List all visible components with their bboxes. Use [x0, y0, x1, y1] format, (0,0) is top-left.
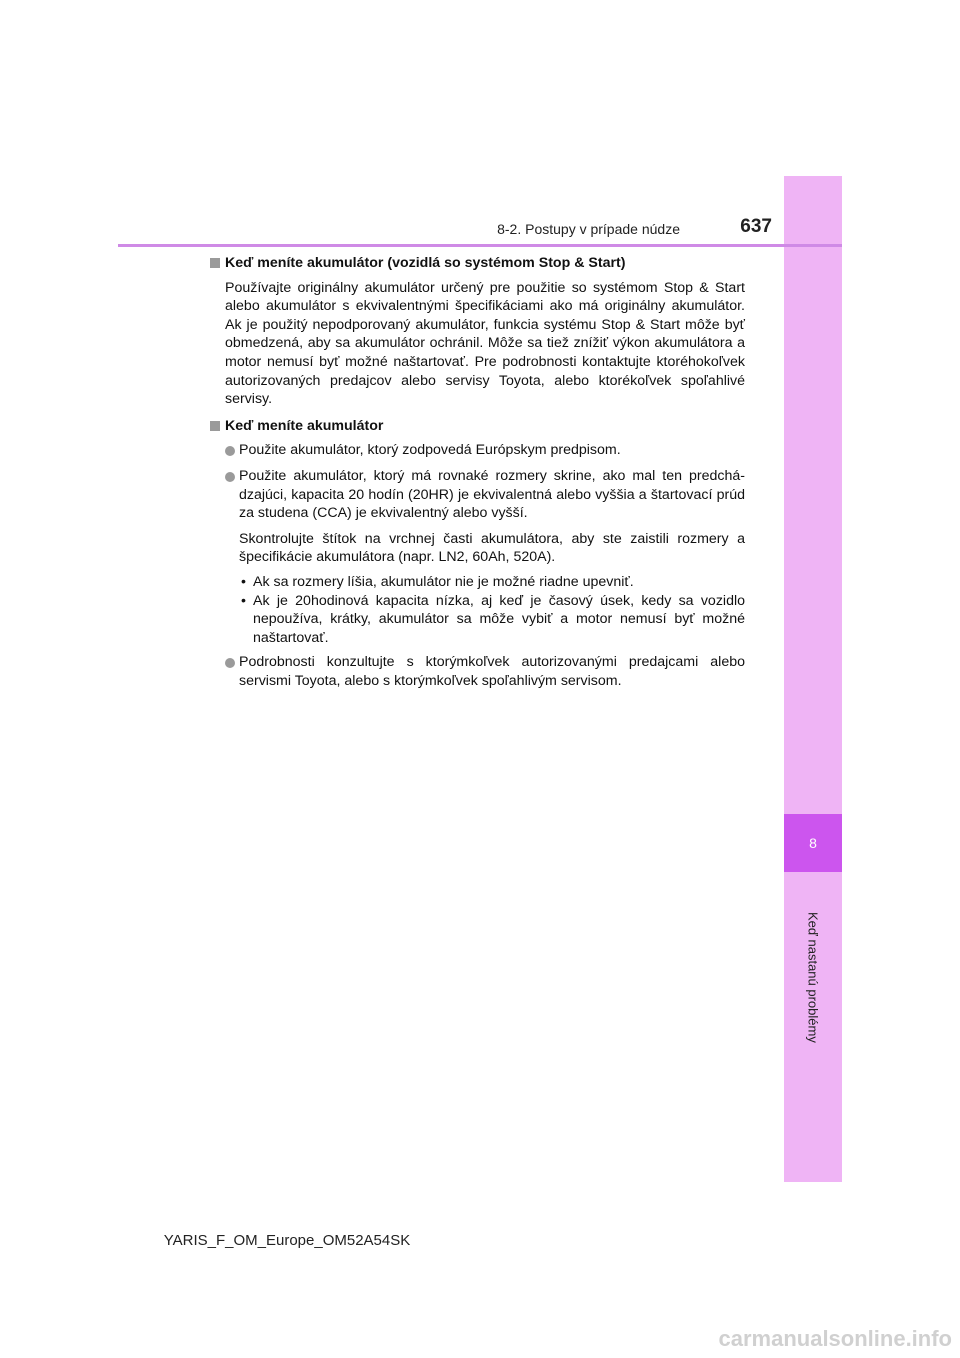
- list-item: [225, 467, 745, 523]
- dot-bullet-icon: •: [241, 573, 246, 590]
- document-id: YARIS_F_OM_Europe_OM52A54SK: [163, 1232, 411, 1249]
- body-paragraph: Používajte originálny akumulátor určený pre použitie so systémom Stop & Start alebo akumulátor s ekvivalentnými špecifikáciami ako má originálny akumulátor. Ak je použitý nepodporovaný akumulátor, funkcia systému Stop & Start môže byť obmedzená, aby sa akumulátor ochránil. Môže sa tiež znížiť výkon akumulátora a motor nemusí byť možné naštartovať. Pre podrobnosti kontaktujte ktoréhokoľvek autorizovaných predajcov alebo servisy Toyota, alebo ktorékoľvek spoľahlivé servisy.: [225, 279, 745, 408]
- list-item: [239, 592, 745, 648]
- section-title: 8-2. Postupy v prípade núdze: [497, 221, 680, 237]
- list-item: [225, 441, 745, 460]
- circle-bullet-icon: [225, 472, 235, 482]
- circle-bullet-icon: [225, 446, 235, 456]
- circle-bullet-icon: [225, 658, 235, 668]
- list-item-text: Ak sa rozmery líšia, akumulátor nie je možné riadne upevniť.: [253, 573, 634, 590]
- section-heading: [210, 417, 745, 436]
- list-item-text: Použite akumulátor, ktorý má rovnaké rozmery skrine, ako mal ten predchá-dzajúci, kapacita 20 hodín (20HR) je ekvivalentná alebo vyššia a štartovací prúd za studena (CCA) je ekvivalentný alebo vyšší.: [239, 467, 745, 522]
- list-item-text: Použite akumulátor, ktorý zodpovedá Európskym predpisom.: [239, 442, 621, 459]
- header-divider: [118, 244, 842, 247]
- watermark: carmanualsonline.info: [718, 1326, 952, 1351]
- list-item: [225, 653, 745, 690]
- list-item-text: Podrobnosti konzultujte s ktorýmkoľvek autorizovanými predajcami alebo servismi Toyota, alebo s ktorýmkoľvek spoľahlivým servisom.: [239, 654, 745, 689]
- dot-bullet-icon: •: [241, 592, 246, 609]
- chapter-title-container: [784, 882, 842, 1072]
- page-number: 637: [740, 216, 772, 237]
- body-paragraph: Skontrolujte štítok na vrchnej časti akumulátora, aby ste zaistili rozmery a špecifikácie akumulátora (napr. LN2, 60Ah, 520A).: [239, 530, 745, 566]
- square-bullet-icon: [210, 258, 220, 268]
- chapter-title: Keď nastanú problémy: [805, 911, 821, 1043]
- chapter-number-tab: [784, 814, 842, 872]
- list-item-text: Ak je 20hodinová kapacita nízka, aj keď je časový úsek, kedy sa vozidlo nepoužíva, krátky, akumulátor sa môže vybiť a motor nemusí byť možné naštartovať.: [253, 592, 745, 646]
- section-heading-text: Keď meníte akumulátor (vozidlá so systémom Stop & Start): [225, 255, 626, 271]
- section-heading: [210, 254, 745, 273]
- list-item: [239, 573, 745, 592]
- section-heading-text: Keď meníte akumulátor: [225, 417, 384, 434]
- chapter-number: 8: [809, 835, 817, 851]
- square-bullet-icon: [210, 421, 220, 431]
- page-content: [210, 254, 745, 697]
